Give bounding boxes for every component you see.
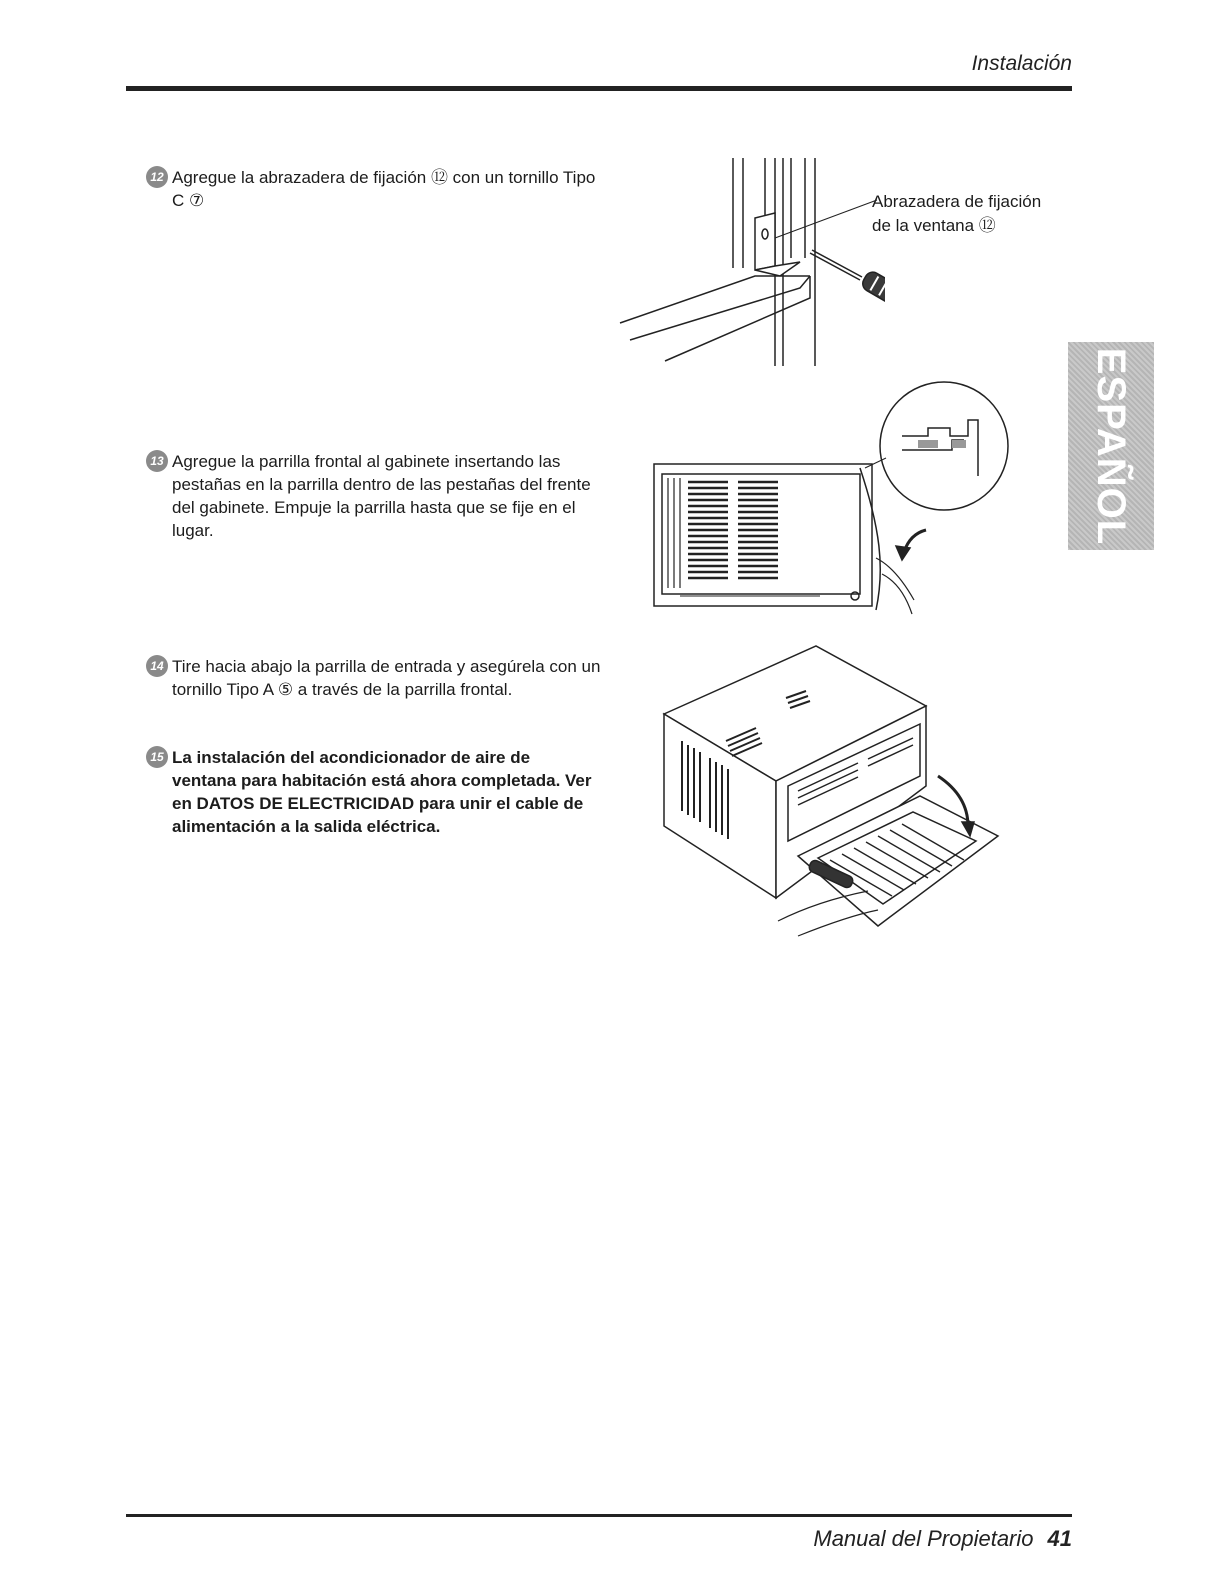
step-text: Agregue la parrilla frontal al gabinete insertando las pestañas en la parrilla dentro de las pestañas del frente del gabinete. Empuje la parrilla hasta que se fije en el lugar. [172, 452, 591, 540]
window-clamp-illustration [615, 158, 885, 370]
language-label: ESPAÑOL [1089, 347, 1134, 545]
page-footer [813, 1526, 1072, 1552]
step-text: La instalación del acondicionador de aire de ventana para habitación está ahora completada. Ver en DATOS DE ELECTRICIDAD para unir el cable de alimentación a la salida eléctrica. [172, 748, 592, 836]
page-number: 41 [1047, 1526, 1072, 1551]
footer-title: Manual del Propietario [813, 1526, 1034, 1551]
step-number-badge: 13 [146, 450, 168, 472]
step-15 [146, 746, 616, 838]
step-12 [146, 166, 616, 212]
air-conditioner-unit-illustration [658, 636, 1003, 958]
callout-line: de la ventana ⑫ [872, 216, 996, 235]
step-text: Tire hacia abajo la parrilla de entrada y asegúrela con un tornillo Tipo A ⑤ a través de la parrilla frontal. [172, 657, 601, 699]
clamp-callout-label [872, 190, 1041, 238]
step-number-badge: 14 [146, 655, 168, 677]
page-header-title: Instalación [971, 52, 1072, 75]
step-14 [146, 655, 616, 701]
language-side-tab [1068, 342, 1154, 550]
step-number-badge: 15 [146, 746, 168, 768]
header-rule [126, 86, 1072, 91]
step-number-badge: 12 [146, 166, 168, 188]
callout-line: Abrazadera de fijación [872, 192, 1042, 211]
front-grille-illustration [650, 378, 1020, 623]
step-13 [146, 450, 616, 542]
footer-rule [126, 1514, 1072, 1517]
step-text: Agregue la abrazadera de fijación ⑫ con un tornillo Tipo C ⑦ [172, 168, 596, 210]
